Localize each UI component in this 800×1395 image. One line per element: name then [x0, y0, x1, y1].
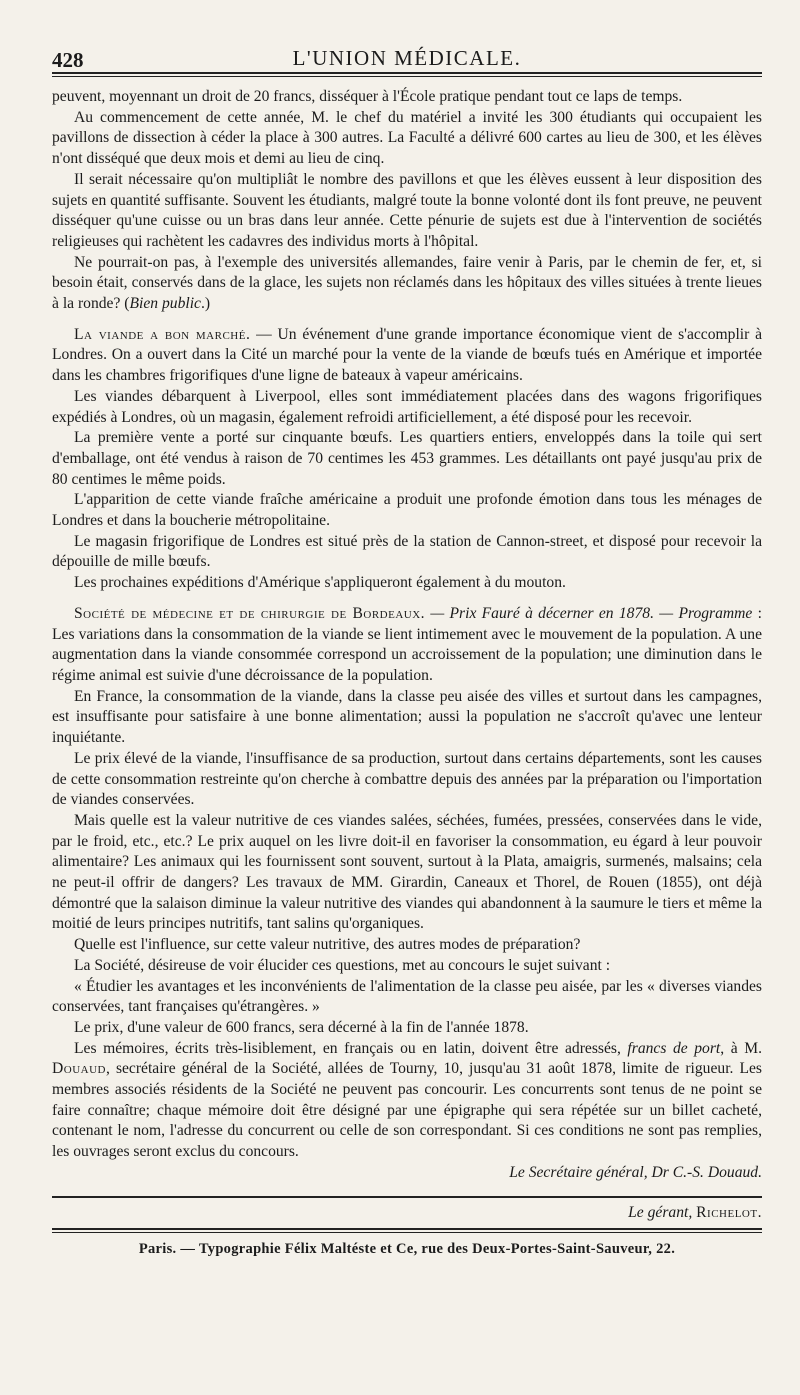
text: .): [200, 295, 211, 313]
paragraph: peuvent, moyennant un droit de 20 francs, disséquer à l'École pratique pendant tout ce laps de temps.: [52, 88, 683, 105]
source-citation: Bien public: [129, 295, 201, 313]
paragraph: [52, 1039, 762, 1163]
paragraph: [52, 253, 762, 315]
paragraph: Il serait nécessaire qu'on multipliât le nombre des pavillons et que les élèves eussent à leur disposition des sujets en quantité suffisante. Souvent les étudiants, malgré toute la bonne volonté dont ils font preuve, ne peuvent disséquer qu'une cuisse ou un bras dans leur année. Cette pénurie de sujets est due à l'intervention de sociétés religieuses qui rachètent les cadavres des individus morts à l'hôpital.: [52, 170, 762, 250]
printer-imprint: Paris. — Typographie Félix Maltéste et Ce, rue des Deux-Portes-Saint-Sauveur, 22.: [138, 1240, 676, 1257]
paragraph: Le prix élevé de la viande, l'insuffisance de sa production, surtout dans certains départements, sont les causes de cette consommation restreinte qu'on cherche à combattre depuis des années par la préparation ou l'importation de viandes conservées.: [52, 749, 762, 809]
gerant-label: Le gérant,: [628, 1203, 693, 1221]
paragraph: Mais quelle est la valeur nutritive de ces viandes salées, séchées, fumées, pressées, conservées dans le vide, par le froid, etc., etc.? Le prix auquel on les livre doit-il en favoriser la consommation, eu égard à leur pouvoir alimentaire? Les animaux qui les fournissent sont souvent, surtout à la Plata, amaigris, surmenés, malsains; cela ne peut-il offrir de dangers? Les travaux de MM. Girardin, Caneaux et Thorel, de Rouen (1855), ont déjà démontré que la salaison diminue la valeur nutritive des viandes qui abandonnent à la saumure le tiers et même la moitié de leurs principes nutritifs, tant salins qu'organiques.: [52, 811, 762, 933]
paragraph: Le magasin frigorifique de Londres est situé près de la station de Cannon-street, et disposé pour recevoir la dépouille de mille bœufs.: [52, 532, 762, 571]
section-title: La viande a bon marché.: [74, 325, 251, 343]
section-societe: [52, 604, 762, 687]
page-number: 428: [52, 48, 84, 72]
paragraph: Le prix, d'une valeur de 600 francs, sera décerné à la fin de l'année 1878.: [74, 1018, 529, 1036]
paragraph: Les prochaines expéditions d'Amérique s'appliqueront également à du mouton.: [74, 574, 566, 592]
paragraph: La Société, désireuse de voir élucider ces questions, met au concours le sujet suivant :: [74, 956, 611, 974]
paragraph: Quelle est l'influence, sur cette valeur nutritive, des autres modes de préparation?: [74, 936, 581, 954]
signature: Le Secrétaire général, Dr C.-S. Douaud.: [509, 1163, 762, 1181]
running-title: L'UNION MÉDICALE.: [292, 46, 522, 70]
text: , à M.: [720, 1039, 762, 1057]
paragraph: L'apparition de cette viande fraîche américaine a produit une profonde émotion dans tous les ménages de Londres et dans la boucherie métropolitaine.: [52, 491, 762, 530]
imprint-rule: [52, 1228, 762, 1230]
article-body: [52, 77, 762, 1184]
gerant-line: [52, 1198, 762, 1228]
paragraph: Les viandes débarquent à Liverpool, elles sont immédiatement placées dans des wagons frigorifiques expédiés à Londres, où un magasin, également refroidi artificiellement, a été disposé pour les recevoir.: [52, 387, 762, 426]
gerant-name: Richelot.: [696, 1203, 762, 1221]
paragraph: Au commencement de cette année, M. le chef du matériel a invité les 300 étudiants qui occupaient les pavillons de dissection à céder la place à 300 autres. La Faculté a délivré 600 cartes au lieu de 300, et les élèves n'ont disséqué que deux mois et demi au lieu de cinq.: [52, 108, 762, 168]
paragraph: En France, la consommation de la viande, dans la classe peu aisée des villes et surtout dans les campagnes, est insuffisante pour satisfaire à une bonne alimentation; aussi la population ne s'accroît qu'avec une lenteur inquiétante.: [52, 687, 762, 747]
section-title: Société de médecine et de chirurgie de Bordeaux.: [74, 604, 426, 622]
paragraph: La première vente a porté sur cinquante bœufs. Les quartiers entiers, enveloppés dans la toile qui sert d'emballage, ont été vendus à raison de 70 centimes les 453 grammes. Les détaillants ont payé jusqu'au prix de 80 centimes le même poids.: [52, 429, 762, 488]
text: — Un événement d'une grande importance économique vient de s'accomplir à Londres. On a ouvert dans la Cité un marché pour la vente de la viande de bœufs tués en Amérique et importée dans les chambres frigorifiques d'une ligne de bateaux à vapeur américains.: [52, 325, 762, 385]
programme-label: — Programme: [653, 604, 753, 622]
text: : Les variations dans la consommation de la viande se lient intimement avec le mouvement de la population. A une augmentation dans la viande consommée correspond un accroissement de la population; une diminution dans le régime animal est suivie d'une décroissance de la population.: [52, 604, 762, 684]
quotation: « Étudier les avantages et les inconvénients de l'alimentation de la classe peu aisée, par les « diverses viandes conservées, tant françaises qu'étrangères. »: [52, 977, 762, 1016]
page-header: [52, 0, 762, 72]
text: Les mémoires, écrits très-lisiblement, en français ou en latin, doivent être adressés,: [74, 1039, 628, 1057]
prize-title: — Prix Fauré à décerner en 1878.: [425, 604, 654, 622]
section-viande: [52, 325, 762, 387]
text: Ne pourrait-on pas, à l'exemple des universités allemandes, faire venir à Paris, par le chemin de fer, et, si besoin était, conservés dans de la glace, les sujets non réclamés dans les hôpitaux des villes situées à trente lieues à la ronde? (: [52, 253, 762, 313]
person-name: Douaud: [52, 1060, 106, 1078]
text: , secrétaire général de la Société, allées de Tourny, 10, jusqu'au 31 août 1878, limite de rigueur. Les membres associés résidents de la Société ne peuvent pas concourir. Les concurrents sont tenus de ne point se faire connaître; chaque mémoire doit être désigné par une épigraphe qui sera répétée sur un billet cacheté, contenant le nom, l'adresse du concurrent ou celle de son correspondant. Si ces conditions ne sont pas remplies, les ouvrages seront exclus du concours.: [52, 1060, 762, 1161]
header-rule: [52, 72, 762, 74]
italic-phrase: francs de port: [627, 1039, 721, 1057]
